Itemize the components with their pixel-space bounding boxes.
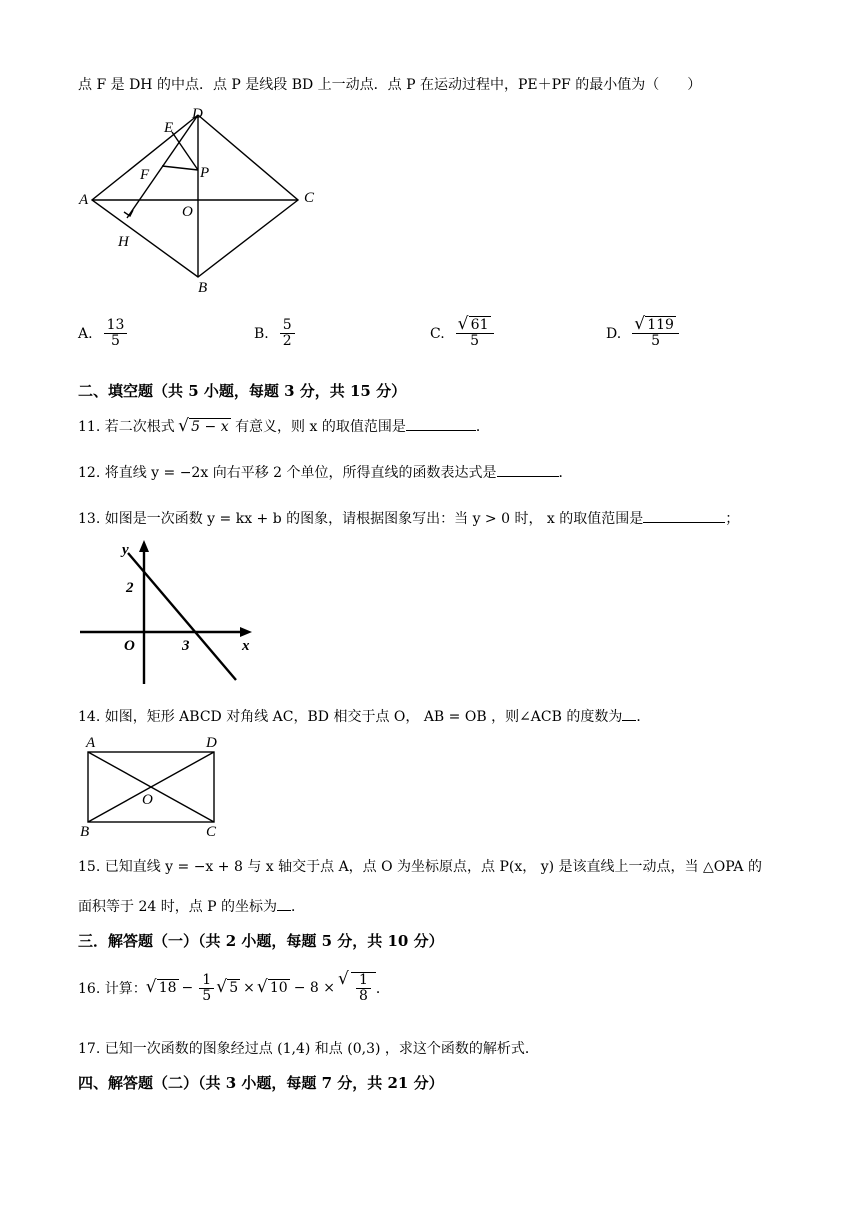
choice-a: A. $\frac{13}{5}$ bbox=[78, 318, 130, 350]
q10-rhombus-figure bbox=[76, 104, 326, 299]
choice-d: D. √ $\frac{119}{5}$ bbox=[606, 318, 682, 350]
label-b: B bbox=[198, 280, 208, 296]
label-d: D bbox=[206, 735, 217, 751]
section-3-title: 三．解答题（一）（共 2 小题，每题 5 分，共 10 分） bbox=[78, 932, 444, 950]
y-intercept-label: 2 bbox=[126, 580, 134, 596]
q10-stem: 点 F 是 DH 的中点．点 P 是线段 BD 上一动点．点 P 在运动过程中，PE＋PF 的最小值为（ ） bbox=[78, 77, 702, 93]
label-a: A bbox=[79, 192, 89, 208]
y-axis-label: y bbox=[122, 542, 129, 558]
label-c: C bbox=[206, 824, 217, 840]
q11: 11. 若二次根式 √ 5 − x 有意义，则 x 的取值范围是 ． bbox=[78, 416, 490, 436]
label-d: D bbox=[192, 106, 203, 122]
section-4-title: 四、解答题（二）（共 3 小题，每题 7 分，共 21 分） bbox=[78, 1074, 444, 1092]
q15-line2: 面积等于 24 时，点 P 的坐标为 ． bbox=[78, 899, 306, 915]
rhombus-outline bbox=[92, 115, 298, 277]
segment-pf bbox=[162, 166, 198, 170]
label-a: A bbox=[86, 735, 96, 751]
q13: 13. 如图是一次函数 y = kx + b 的图象，请根据图象写出：当 y > 0 时， x 的取值范围是 ； bbox=[78, 511, 740, 527]
segment-pe bbox=[172, 132, 198, 170]
label-f: F bbox=[140, 167, 150, 183]
q14: 14. 如图，矩形 ABCD 对角线 AC，BD 相交于点 O， AB = OB ，则∠ACB 的度数为 ． bbox=[78, 709, 651, 725]
choice-b: B. $\frac{5}{2}$ bbox=[254, 318, 298, 350]
section-2-title: 二、填空题（共 5 小题，每题 3 分，共 15 分） bbox=[78, 382, 407, 400]
x-axis-label: x bbox=[242, 638, 250, 654]
q17: 17. 已知一次函数的图象经过点 (1,4) 和点 (0,3) ，求这个函数的解析式． bbox=[78, 1041, 539, 1057]
y-axis-arrow bbox=[139, 540, 149, 552]
label-o: O bbox=[142, 792, 153, 808]
q15-line1: 15. 已知直线 y = −x + 8 与 x 轴交于点 A，点 O 为坐标原点，点 P(x， y) 是该直线上一动点，当 △OPA 的 bbox=[78, 859, 762, 875]
label-o: O bbox=[182, 204, 193, 220]
label-h: H bbox=[118, 234, 129, 250]
label-p: P bbox=[200, 165, 210, 181]
label-e: E bbox=[164, 120, 174, 136]
x-intercept-label: 3 bbox=[182, 638, 190, 654]
choice-c: C. √ $\frac{61}{5}$ bbox=[430, 318, 497, 350]
x-axis-arrow bbox=[240, 627, 252, 637]
label-c: C bbox=[304, 190, 315, 206]
q13-line-graph bbox=[80, 538, 255, 688]
q12: 12. 将直线 y = −2x 向右平移 2 个单位，所得直线的函数表达式是 ． bbox=[78, 465, 573, 481]
label-b: B bbox=[80, 824, 90, 840]
q14-rectangle-figure bbox=[78, 732, 238, 842]
origin-label: O bbox=[124, 638, 135, 654]
q16: 16. 计算： √ 18 − $\frac{1}{5}$ √ 5 × √ 10 − 8 × √ $\frac{1}{8}$ ． bbox=[78, 972, 390, 1005]
